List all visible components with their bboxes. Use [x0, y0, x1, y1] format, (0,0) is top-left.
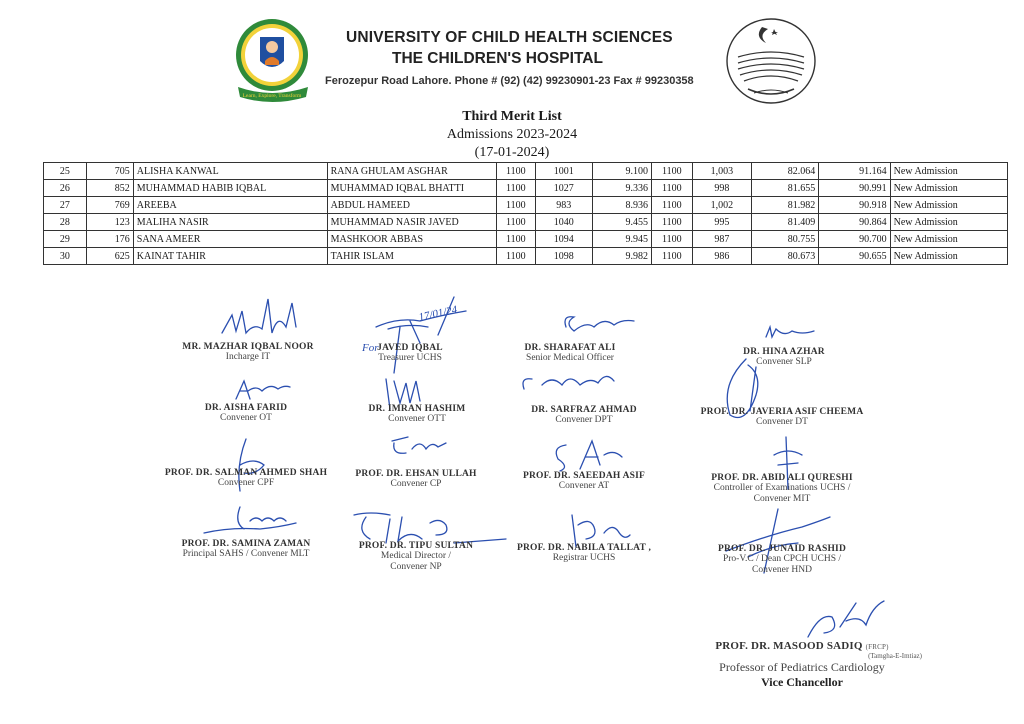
table-cell: 1100	[651, 163, 692, 180]
table-cell: MASHKOOR ABBAS	[327, 231, 496, 248]
table-cell: 1100	[651, 248, 692, 265]
signatory-name: PROF. DR. NABILA TALLAT ,	[516, 543, 652, 553]
table-cell: 1100	[496, 180, 535, 197]
table-cell: 852	[86, 180, 133, 197]
table-cell: 80.755	[751, 231, 818, 248]
signatory-role: Pro-V.C / Dean CPCH UCHS /	[722, 554, 842, 564]
table-cell: 81.409	[751, 214, 818, 231]
vc-suffix: (FRCP)	[865, 643, 889, 651]
table-cell: 29	[44, 231, 87, 248]
table-cell: 625	[86, 248, 133, 265]
table-cell: 1100	[651, 231, 692, 248]
table-cell: 1100	[496, 214, 535, 231]
signatory-role: Treasurer UCHS	[378, 353, 442, 363]
table-cell: 1098	[535, 248, 592, 265]
signature-ehsan	[388, 433, 448, 463]
signature-mazhar	[220, 293, 300, 343]
table-cell: 983	[535, 197, 592, 214]
signatory-name: DR. AISHA FARID	[204, 403, 288, 413]
table-cell: 8.936	[592, 197, 651, 214]
signatory-role: Convener SLP	[756, 357, 812, 367]
table-cell: 987	[692, 231, 751, 248]
table-cell: 1001	[535, 163, 592, 180]
table-row	[44, 180, 1008, 197]
table-cell: 9.945	[592, 231, 651, 248]
table-cell: 25	[44, 163, 87, 180]
table-cell: 90.655	[819, 248, 890, 265]
table-cell: 9.336	[592, 180, 651, 197]
table-cell: New Admission	[890, 163, 1007, 180]
punjab-emblem-icon	[724, 17, 818, 105]
signatory-role: Controller of Examinations UCHS /	[713, 483, 851, 493]
table-cell: New Admission	[890, 214, 1007, 231]
table-cell: 9.982	[592, 248, 651, 265]
contact-address: Ferozepur Road Lahore. Phone # (92) (42) 99230901-23 Fax # 99230358	[325, 75, 694, 87]
table-cell: 9.455	[592, 214, 651, 231]
uchs-seal-icon	[232, 17, 314, 105]
table-cell: New Admission	[890, 197, 1007, 214]
signatory-role: Convener OTT	[388, 414, 446, 424]
signatory-block	[662, 407, 902, 428]
table-cell: 28	[44, 214, 87, 231]
signature-hina	[762, 323, 822, 343]
signature-area	[150, 285, 1010, 715]
table-cell: 91.164	[819, 163, 890, 180]
table-cell: 1,002	[692, 197, 751, 214]
signature-aisha	[234, 377, 294, 403]
signatory-role: Convener OT	[220, 413, 272, 423]
table-cell: RANA GHULAM ASGHAR	[327, 163, 496, 180]
table-cell: TAHIR ISLAM	[327, 248, 496, 265]
table-cell: New Admission	[890, 248, 1007, 265]
table-cell: ALISHA KANWAL	[133, 163, 327, 180]
hospital-name: THE CHILDREN'S HOSPITAL	[392, 50, 603, 67]
vc-award: (Tamgha-E-Imtiaz)	[868, 652, 922, 660]
table-cell: 9.100	[592, 163, 651, 180]
vc-name: PROF. DR. MASOOD SADIQ	[715, 640, 863, 652]
table-cell: 1100	[651, 214, 692, 231]
signatory-block	[662, 473, 902, 505]
table-cell: 1,003	[692, 163, 751, 180]
table-cell: 1040	[535, 214, 592, 231]
table-cell: 705	[86, 163, 133, 180]
table-cell: 176	[86, 231, 133, 248]
vc-title: Vice Chancellor	[761, 675, 843, 689]
signatory-role: Senior Medical Officer	[526, 353, 614, 363]
signatory-name: DR. IMRAN HASHIM	[368, 404, 466, 414]
table-cell: 90.918	[819, 197, 890, 214]
table-row	[44, 248, 1008, 265]
signatory-role: Convener DPT	[555, 415, 613, 425]
signatory-block	[450, 343, 690, 364]
signatory-name: PROF. DR. JAVERIA ASIF CHEEMA	[700, 407, 864, 417]
signatory-name: JAVED IQBAL	[377, 343, 443, 353]
logo-motto: Learn, Explore, Transform	[242, 93, 302, 99]
table-cell: 1100	[496, 248, 535, 265]
signature-sarfraz	[518, 369, 618, 399]
handwritten-date-note	[416, 299, 486, 323]
signatory-name: PROF. DR. SAMINA ZAMAN	[181, 539, 311, 549]
vice-chancellor-block	[672, 640, 932, 690]
table-cell: 1027	[535, 180, 592, 197]
table-cell: 1100	[496, 197, 535, 214]
signatory-role: Convener NP	[390, 562, 442, 572]
table-cell: 80.673	[751, 248, 818, 265]
signature-sharafat	[560, 309, 640, 339]
svg-text:17/01/24: 17/01/24	[417, 303, 459, 324]
signatory-name: PROF. DR. SALMAN AHMED SHAH	[164, 468, 328, 478]
table-cell: 90.700	[819, 231, 890, 248]
table-row	[44, 231, 1008, 248]
university-name: UNIVERSITY OF CHILD HEALTH SCIENCES	[346, 29, 673, 46]
table-cell: 1100	[496, 163, 535, 180]
signatory-name: MR. MAZHAR IQBAL NOOR	[182, 342, 314, 352]
table-row	[44, 197, 1008, 214]
signatory-name: DR. SHARAFAT ALI	[524, 343, 616, 353]
signatory-role: Principal SAHS / Convener MLT	[182, 549, 310, 559]
signatory-role: Convener HND	[752, 565, 812, 575]
table-cell: ABDUL HAMEED	[327, 197, 496, 214]
merit-table	[43, 162, 1008, 265]
table-cell: 81.655	[751, 180, 818, 197]
signatory-name: PROF. DR. SAEEDAH ASIF	[522, 471, 646, 481]
signatory-role: Convener MIT	[753, 494, 811, 504]
table-cell: 1100	[651, 180, 692, 197]
signature-samina	[200, 503, 300, 537]
table-cell: AREEBA	[133, 197, 327, 214]
table-cell: 90.864	[819, 214, 890, 231]
table-cell: MUHAMMAD IQBAL BHATTI	[327, 180, 496, 197]
signatory-role: Convener CPF	[217, 478, 275, 488]
signatory-name: PROF. DR. JUNAID RASHID	[717, 544, 847, 554]
table-cell: 30	[44, 248, 87, 265]
table-row	[44, 214, 1008, 231]
table-cell: 90.991	[819, 180, 890, 197]
signatory-name: DR. SARFRAZ AHMAD	[531, 405, 637, 415]
signatory-role: Convener CP	[390, 479, 442, 489]
list-title: Third Merit List	[462, 109, 562, 124]
table-cell: KAINAT TAHIR	[133, 248, 327, 265]
letterhead	[0, 0, 1024, 110]
table-cell: New Admission	[890, 180, 1007, 197]
svg-text:For: For	[362, 342, 379, 354]
signatory-role: Registrar UCHS	[552, 553, 616, 563]
signatory-role: Incharge IT	[225, 352, 271, 362]
table-cell: 995	[692, 214, 751, 231]
table-cell: SANA AMEER	[133, 231, 327, 248]
signatory-role: Medical Director /	[380, 551, 452, 561]
signature-saeedah	[548, 435, 628, 475]
table-cell: 82.064	[751, 163, 818, 180]
vc-role: Professor of Pediatrics Cardiology	[719, 660, 885, 674]
signatory-name: PROF. DR. EHSAN ULLAH	[355, 469, 477, 479]
session-subtitle: Admissions 2023-2024	[446, 127, 578, 142]
signatory-role: Convener AT	[558, 481, 610, 491]
signatory-role: Convener DT	[756, 417, 808, 427]
table-cell: 26	[44, 180, 87, 197]
signatory-block	[662, 544, 902, 576]
table-row	[44, 163, 1008, 180]
list-date: (17-01-2024)	[474, 145, 550, 160]
table-cell: 769	[86, 197, 133, 214]
table-cell: MUHAMMAD NASIR JAVED	[327, 214, 496, 231]
table-cell: MALIHA NASIR	[133, 214, 327, 231]
signatory-block	[664, 347, 904, 368]
table-cell: 998	[692, 180, 751, 197]
table-cell: 1100	[651, 197, 692, 214]
signatory-name: PROF. DR. ABID ALI QURESHI	[711, 473, 853, 483]
signatory-name: PROF. DR. TIPU SULTAN	[358, 541, 474, 551]
table-cell: 1100	[496, 231, 535, 248]
table-cell: MUHAMMAD HABIB IQBAL	[133, 180, 327, 197]
table-cell: 81.982	[751, 197, 818, 214]
table-cell: 27	[44, 197, 87, 214]
table-cell: 986	[692, 248, 751, 265]
table-cell: New Admission	[890, 231, 1007, 248]
table-cell: 123	[86, 214, 133, 231]
signatory-name: DR. HINA AZHAR	[743, 347, 825, 357]
table-cell: 1094	[535, 231, 592, 248]
